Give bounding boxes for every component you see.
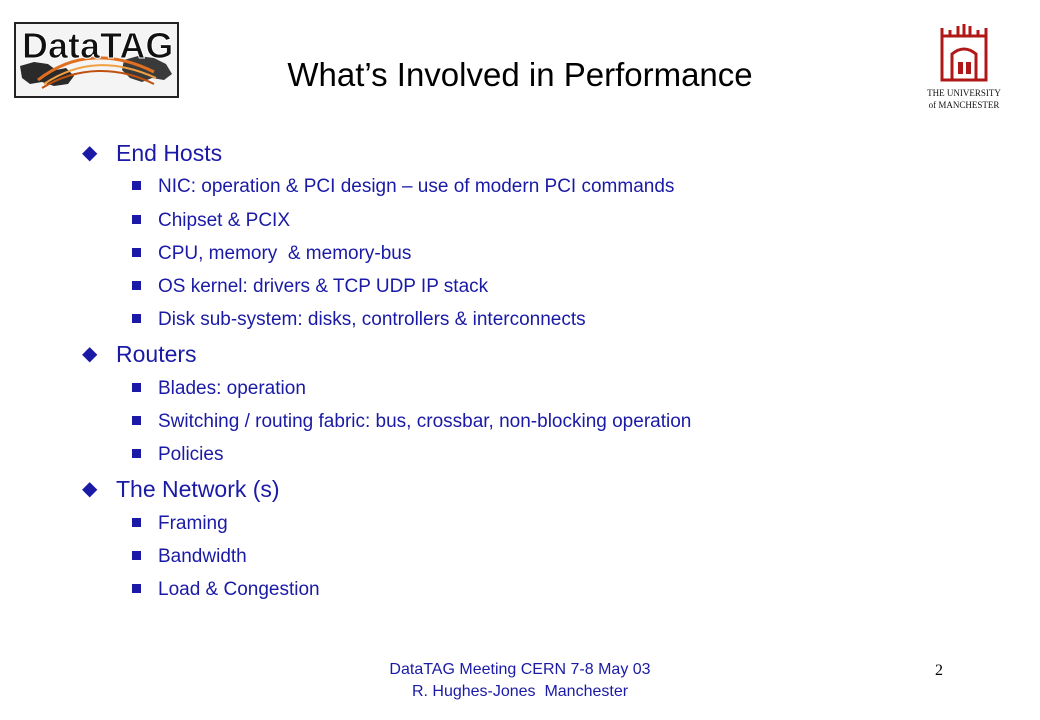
list-item-text: Load & Congestion <box>158 579 320 601</box>
bullet-list <box>80 139 980 610</box>
section-heading: Routers <box>116 341 197 368</box>
list-item <box>80 208 980 234</box>
section-heading: End Hosts <box>116 140 223 166</box>
diamond-bullet-icon: ◆ <box>82 142 98 164</box>
list-item-text: Policies <box>158 444 224 466</box>
list-item <box>80 241 980 267</box>
datatag-logo <box>14 22 179 98</box>
diamond-bullet-icon: ◆ <box>82 478 98 501</box>
list-item-text: Blades: operation <box>158 377 306 399</box>
diamond-bullet-icon: ◆ <box>82 343 98 366</box>
slide-title: What’s Involved in Performance <box>287 56 753 93</box>
list-item-text: OS kernel: drivers & TCP UDP IP stack <box>158 276 489 298</box>
list-item-text: CPU, memory & memory-bus <box>158 242 412 264</box>
square-bullet-icon <box>132 584 141 593</box>
square-bullet-icon <box>132 215 141 224</box>
list-item-text: NIC: operation & PCI design – use of modern PCI commands <box>158 176 675 198</box>
slide-footer <box>330 659 710 703</box>
square-bullet-icon <box>132 551 141 560</box>
square-bullet-icon <box>132 416 141 425</box>
square-bullet-icon <box>132 181 141 190</box>
list-item <box>80 409 980 435</box>
section-the-network <box>80 475 980 603</box>
university-name-line2: of MANCHESTER <box>928 100 1000 110</box>
list-item-text: Framing <box>158 512 228 534</box>
section-end-hosts <box>80 139 980 333</box>
section-routers <box>80 340 980 468</box>
square-bullet-icon <box>132 518 141 527</box>
university-name-line1: THE UNIVERSITY <box>927 88 1001 98</box>
section-heading: The Network (s) <box>116 476 280 503</box>
university-manchester-logo <box>922 22 1006 118</box>
list-item-text: Switching / routing fabric: bus, crossbar, non-blocking operation <box>158 411 692 433</box>
list-item <box>80 442 980 468</box>
list-item <box>80 174 980 200</box>
square-bullet-icon <box>132 314 141 323</box>
list-item <box>80 577 980 603</box>
list-item-text: Bandwidth <box>158 545 247 567</box>
list-item-text: Disk sub-system: disks, controllers & interconnects <box>158 309 586 331</box>
square-bullet-icon <box>132 248 141 257</box>
list-item <box>80 274 980 300</box>
datatag-logo-text: DataTAG <box>22 25 174 66</box>
list-item <box>80 376 980 402</box>
list-item-text: Chipset & PCIX <box>158 209 290 231</box>
list-item <box>80 511 980 537</box>
square-bullet-icon <box>132 449 141 458</box>
list-item <box>80 307 980 333</box>
footer-line-1: DataTAG Meeting CERN 7-8 May 03 <box>389 661 651 678</box>
square-bullet-icon <box>132 383 141 392</box>
footer-line-2: R. Hughes-Jones Manchester <box>411 683 629 700</box>
page-number: 2 <box>935 662 943 679</box>
list-item <box>80 544 980 570</box>
square-bullet-icon <box>132 281 141 290</box>
